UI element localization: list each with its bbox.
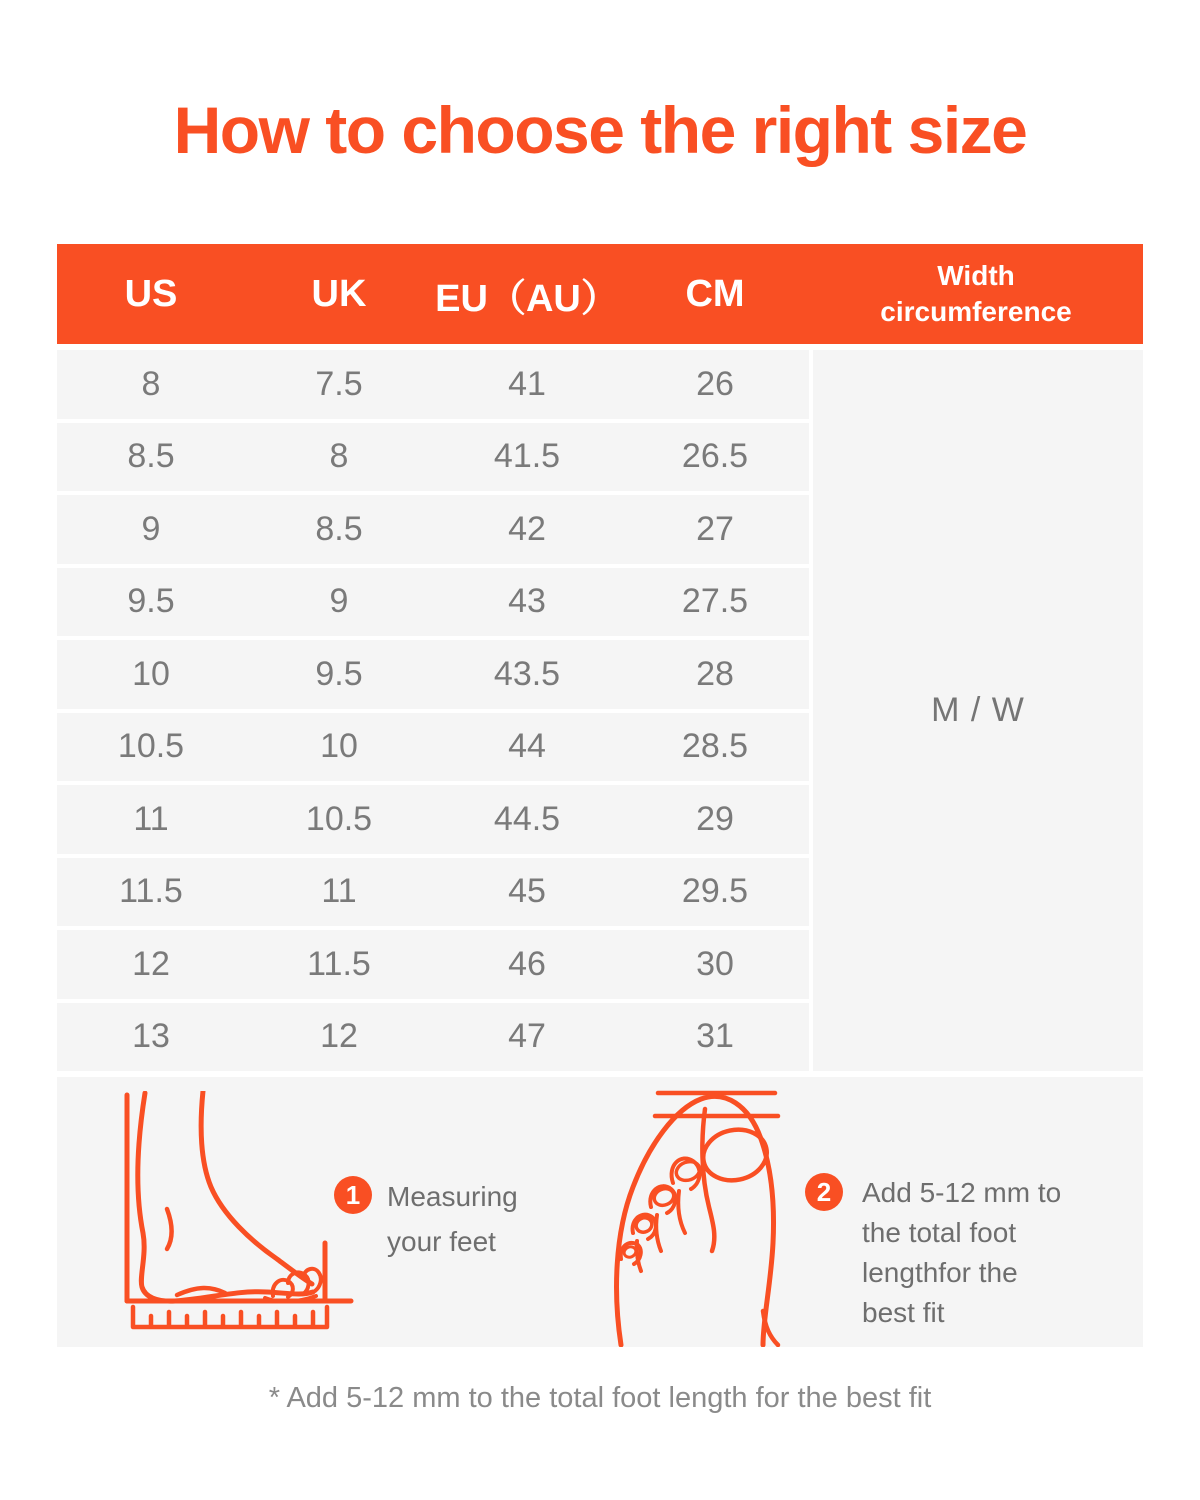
size-cell-eu: 44.5 [493, 799, 561, 838]
table-row [57, 713, 809, 782]
size-cell-eu: 45 [508, 872, 546, 911]
table-row [57, 423, 809, 492]
size-cell-eu: 41 [508, 364, 546, 403]
size-cell-cm: 30 [696, 944, 734, 983]
size-rows [57, 350, 809, 1071]
size-cell-eu: 43.5 [493, 654, 561, 693]
step-1-number-badge: 1 [334, 1176, 372, 1214]
size-cell-eu: 43 [508, 582, 546, 621]
size-cell-cm: 27 [696, 509, 734, 548]
size-cell-eu: 47 [508, 1017, 546, 1056]
table-row [57, 785, 809, 854]
table-header-row [57, 244, 1143, 344]
foot-top-measure-icon [613, 1083, 833, 1347]
size-cell-uk: 9.5 [315, 654, 363, 693]
size-cell-us: 13 [132, 1017, 170, 1056]
size-cell-eu: 44 [508, 727, 546, 766]
table-row [57, 1003, 809, 1072]
header-cell-eu-au: EU（AU） [435, 277, 619, 320]
header-cell-cm: CM [685, 272, 745, 315]
step-2-line: the total foot [862, 1217, 1017, 1248]
size-cell-uk: 10.5 [305, 799, 373, 838]
footnote: * Add 5-12 mm to the total foot length for the best fit [268, 1382, 932, 1414]
size-cell-cm: 31 [696, 1017, 734, 1056]
size-table [57, 244, 1143, 1071]
step-2-line: lengthfor the [862, 1257, 1018, 1288]
table-row [57, 495, 809, 564]
size-cell-cm: 26 [696, 364, 734, 403]
table-row [57, 858, 809, 927]
header-cell-width-circumference-label: Width circumference [880, 260, 1072, 327]
size-cell-us: 11 [133, 799, 169, 838]
step-1-line: Measuring [387, 1181, 518, 1212]
size-cell-eu: 46 [508, 944, 546, 983]
header-cell-us: US [124, 272, 178, 315]
size-cell-us: 11.5 [119, 872, 183, 911]
header-cell-width-circumference [809, 258, 1143, 330]
table-row [57, 930, 809, 999]
step-2-line: Add 5-12 mm to [862, 1177, 1062, 1208]
size-cell-uk: 9 [329, 582, 349, 621]
size-cell-uk: 11 [321, 872, 357, 911]
table-body [57, 350, 1143, 1071]
header-cell-uk: UK [311, 272, 367, 315]
size-cell-eu: 41.5 [493, 437, 561, 476]
size-cell-cm: 29.5 [681, 872, 749, 911]
size-cell-us: 8.5 [127, 437, 175, 476]
size-cell-us: 12 [132, 944, 170, 983]
size-cell-cm: 29 [696, 799, 734, 838]
size-cell-us: 8 [141, 364, 161, 403]
size-cell-uk: 7.5 [315, 364, 363, 403]
size-cell-cm: 27.5 [681, 582, 749, 621]
foot-side-measure-icon [115, 1091, 365, 1341]
size-cell-eu: 42 [508, 509, 546, 548]
size-cell-uk: 8 [329, 437, 349, 476]
step-2-line: best fit [862, 1297, 945, 1328]
size-cell-uk: 8.5 [315, 509, 363, 548]
size-cell-us: 10 [132, 654, 170, 693]
table-row [57, 568, 809, 637]
size-cell-cm: 28.5 [681, 727, 749, 766]
size-cell-uk: 11.5 [307, 944, 371, 983]
size-cell-cm: 28 [696, 654, 734, 693]
step-2-text [862, 1173, 1061, 1333]
size-cell-uk: 12 [320, 1017, 358, 1056]
size-cell-us: 10.5 [117, 727, 185, 766]
size-cell-us: 9 [141, 509, 161, 548]
step-2-number-badge: 2 [805, 1173, 843, 1211]
size-cell-uk: 10 [320, 727, 358, 766]
table-row [57, 640, 809, 709]
table-row [57, 350, 809, 419]
page-title: How to choose the right size [173, 93, 1027, 167]
size-cell-us: 9.5 [127, 582, 175, 621]
size-cell-cm: 26.5 [681, 437, 749, 476]
width-circumference-value: M / W [813, 350, 1143, 1071]
measuring-guide-panel [57, 1077, 1143, 1347]
step-1-line: your feet [387, 1226, 496, 1257]
step-1-text [387, 1174, 518, 1264]
